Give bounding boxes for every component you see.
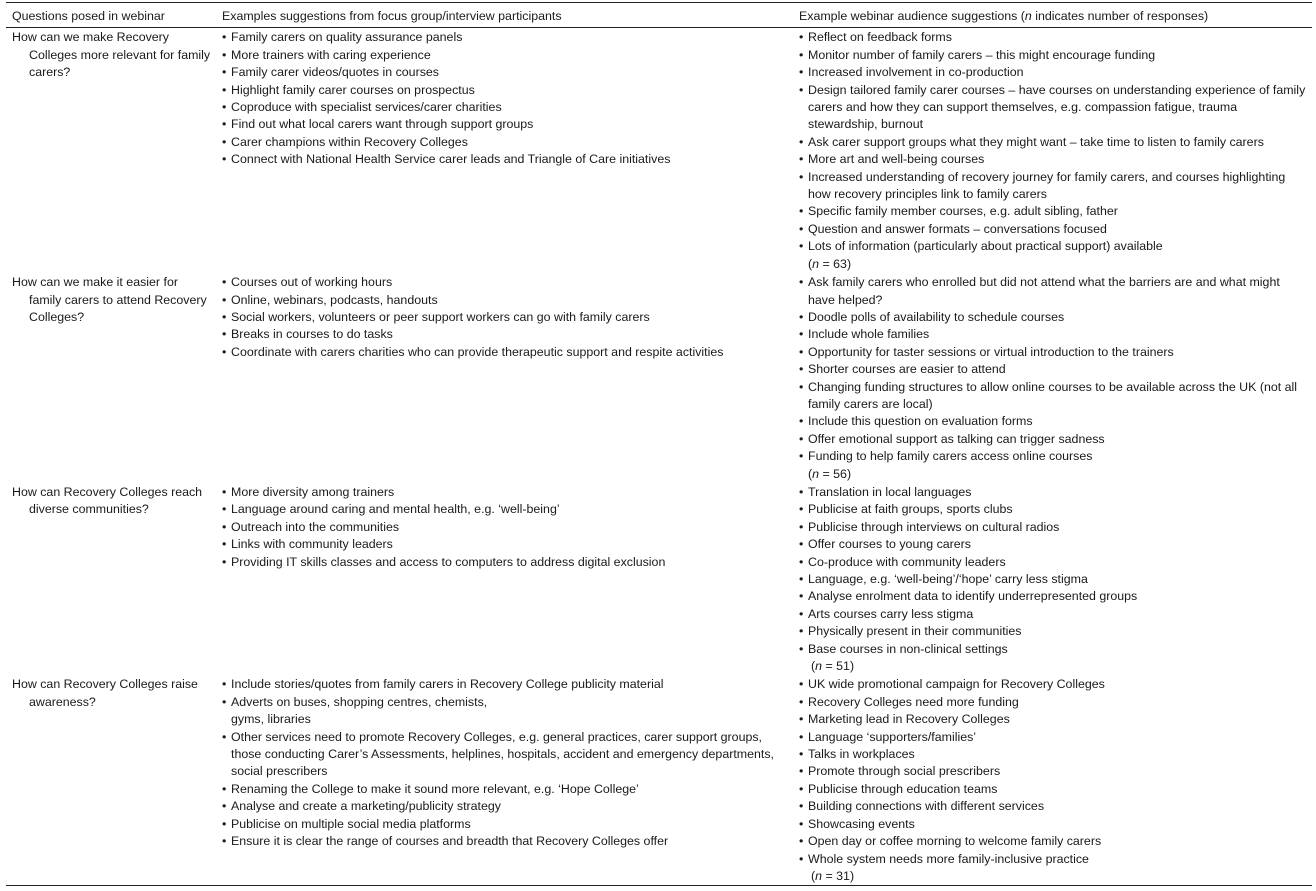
table-row [6, 28, 1312, 273]
list-item: • Opportunity for taster sessions or virtual introduction to the trainers [799, 344, 1308, 361]
list-item: • Funding to help family carers access online courses [799, 448, 1308, 465]
list-item: • Language ‘supporters/families’ [799, 729, 1308, 746]
list-item: • Publicise at faith groups, sports clubs [799, 501, 1308, 518]
list-item: • Ask carer support groups what they might want – take time to listen to family carers [799, 134, 1308, 151]
list-item: • Carer champions within Recovery Colleges [222, 134, 785, 151]
list-item: • Offer emotional support as talking can trigger sadness [799, 431, 1308, 448]
question-text: How can Recovery Colleges raise awareness? [12, 677, 198, 709]
webinar-cell [789, 675, 1312, 885]
header-questions: Questions posed in webinar [6, 3, 216, 28]
focus-cell [216, 273, 789, 483]
list-item: • Other services need to promote Recovery Colleges, e.g. general practices, carer support groups, those conducting Carer’s Assessments, helplines, hospitals, accident and emergency departments, social prescribers [222, 729, 785, 781]
table-header-row [6, 3, 1312, 28]
list-item: • Promote through social prescribers [799, 763, 1308, 780]
list-item: • Providing IT skills classes and access to computers to address digital exclusion [222, 554, 785, 571]
list-item: • Connect with National Health Service carer leads and Triangle of Care initiatives [222, 151, 785, 168]
list-item: • Include stories/quotes from family carers in Recovery College publicity material [222, 676, 785, 693]
list-item: • UK wide promotional campaign for Recovery Colleges [799, 676, 1308, 693]
list-item: • Coordinate with carers charities who can provide therapeutic support and respite activities [222, 344, 785, 361]
question-text: How can Recovery Colleges reach diverse communities? [12, 484, 203, 517]
list-item: • Base courses in non-clinical settings [799, 641, 1308, 658]
header-focus-group: Examples suggestions from focus group/interview participants [216, 3, 789, 28]
list-item: • Breaks in courses to do tasks [222, 326, 785, 343]
list-item: • Language around caring and mental health, e.g. ‘well-being’ [222, 501, 785, 518]
table-row [6, 483, 1312, 675]
header-webinar: Example webinar audience suggestions (n indicates number of responses) [789, 3, 1312, 28]
list-item: • Analyse and create a marketing/publicity strategy [222, 798, 785, 815]
webinar-cell [789, 28, 1312, 273]
list-item: • Doodle polls of availability to schedule courses [799, 309, 1308, 326]
list-item: • Online, webinars, podcasts, handouts [222, 292, 785, 309]
list-item: • Family carers on quality assurance panels [222, 29, 785, 46]
list-item: • Outreach into the communities [222, 519, 785, 536]
list-item: • Design tailored family carer courses – have courses on understanding experience of family carers and how they can support themselves, e.g. compassion fatigue, trauma stewardship, burnout [799, 82, 1308, 134]
list-item: • Social workers, volunteers or peer support workers can go with family carers [222, 309, 785, 326]
list-item: • Increased involvement in co-production [799, 64, 1308, 81]
list-item: • Monitor number of family carers – this might encourage funding [799, 47, 1308, 64]
list-item: • Highlight family carer courses on prospectus [222, 82, 785, 99]
list-item: • Offer courses to young carers [799, 536, 1308, 553]
list-item: • Changing funding structures to allow online courses to be available across the UK (not all family carers are local) [799, 379, 1308, 414]
list-item: • Ask family carers who enrolled but did not attend what the barriers are and what might have helped? [799, 274, 1308, 309]
list-item: • Building connections with different services [799, 798, 1308, 815]
question-text: How can we make Recovery Colleges more relevant for family carers? [12, 30, 211, 80]
list-item: • Family carer videos/quotes in courses [222, 64, 785, 81]
list-item: • Ensure it is clear the range of courses and breadth that Recovery Colleges offer [222, 833, 785, 850]
list-item: • More diversity among trainers [222, 484, 785, 501]
list-item: • Shorter courses are easier to attend [799, 361, 1308, 378]
focus-cell [216, 675, 789, 885]
list-item: • Renaming the College to make it sound more relevant, e.g. ‘Hope College’ [222, 781, 785, 798]
list-item: • Include this question on evaluation forms [799, 413, 1308, 430]
question-cell [6, 273, 216, 483]
list-item: • Reflect on feedback forms [799, 29, 1308, 46]
list-item: • Adverts on buses, shopping centres, chemists, gyms, libraries [222, 694, 785, 729]
response-count: (n = 56) [808, 466, 852, 481]
question-cell [6, 28, 216, 273]
response-count: (n = 63) [808, 256, 852, 271]
list-item: • Publicise through interviews on cultural radios [799, 519, 1308, 536]
list-item: • Question and answer formats – conversations focused [799, 221, 1308, 238]
webinar-cell [789, 273, 1312, 483]
question-cell [6, 675, 216, 885]
focus-cell [216, 483, 789, 675]
list-item: • Links with community leaders [222, 536, 785, 553]
suggestions-table [6, 2, 1312, 886]
list-item: • Showcasing events [799, 816, 1308, 833]
table-row [6, 675, 1312, 885]
list-item: • Courses out of working hours [222, 274, 785, 291]
list-item: • Include whole families [799, 326, 1308, 343]
table-body [6, 28, 1312, 886]
list-item: • Talks in workplaces [799, 746, 1308, 763]
list-item: • More art and well-being courses [799, 151, 1308, 168]
list-item: • More trainers with caring experience [222, 47, 785, 64]
list-item: • Translation in local languages [799, 484, 1308, 501]
list-item: • Marketing lead in Recovery Colleges [799, 711, 1308, 728]
list-item: • Physically present in their communities [799, 623, 1308, 640]
list-item: • Analyse enrolment data to identify underrepresented groups [799, 588, 1308, 605]
list-item: • Recovery Colleges need more funding [799, 694, 1308, 711]
focus-cell [216, 28, 789, 273]
response-count: (n = 51) [811, 659, 855, 674]
list-item: • Co-produce with community leaders [799, 554, 1308, 571]
list-item: • Increased understanding of recovery journey for family carers, and courses highlighting how recovery principles link to family carers [799, 169, 1308, 204]
list-item: • Whole system needs more family-inclusive practice [799, 851, 1308, 868]
table-row [6, 273, 1312, 483]
list-item: • Arts courses carry less stigma [799, 606, 1308, 623]
list-item: • Publicise through education teams [799, 781, 1308, 798]
list-item: • Lots of information (particularly about practical support) available [799, 238, 1308, 255]
webinar-cell [789, 483, 1312, 675]
question-cell [6, 483, 216, 675]
list-item: • Open day or coffee morning to welcome family carers [799, 833, 1308, 850]
list-item: • Specific family member courses, e.g. adult sibling, father [799, 203, 1308, 220]
list-item: • Find out what local carers want through support groups [222, 116, 785, 133]
list-item: • Coproduce with specialist services/carer charities [222, 99, 785, 116]
question-text: How can we make it easier for family carers to attend Recovery Colleges? [12, 275, 207, 324]
response-count: (n = 31) [811, 868, 855, 883]
list-item: • Publicise on multiple social media platforms [222, 816, 785, 833]
list-item: • Language, e.g. ‘well-being’/‘hope’ carry less stigma [799, 571, 1308, 588]
